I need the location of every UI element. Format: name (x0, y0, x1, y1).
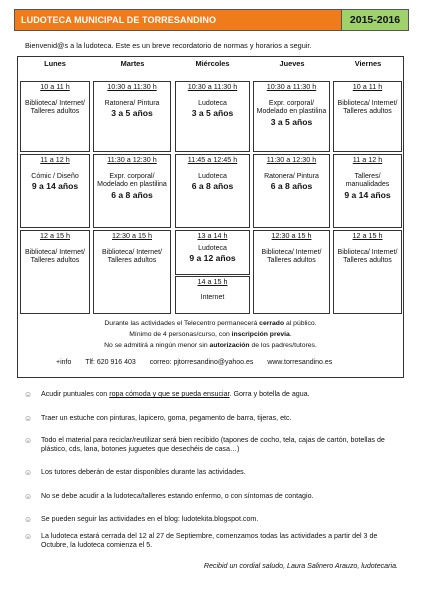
cell-activity: Biblioteca/ Internet/ Talleres adultos (25, 100, 85, 116)
schedule-cell-mon-2 (20, 154, 90, 228)
contact-email: correo: pjtorresandino@yahoo.es (149, 359, 254, 366)
cell-time: 12 a 15 h (352, 231, 383, 240)
cell-time: 14 a 15 h (197, 277, 228, 286)
note-minimum (18, 331, 403, 338)
note-text: No se admitirá a ningún menor sin (104, 342, 210, 349)
cell-time: 10 a 11 h (352, 82, 383, 91)
cell-activity: Expr. corporal/ Modelado en plastilina (97, 173, 167, 189)
schedule-cell-tue-3 (93, 230, 171, 314)
rule-text: Los tutores deberán de estar disponibles durante las actividades. (41, 468, 246, 476)
note-text: Durante las actividades el Telecentro permanecerá (104, 320, 260, 327)
note-text: . (289, 331, 292, 338)
list-item (24, 468, 401, 477)
cell-activity: Ratonera/ Pintura (264, 173, 319, 181)
list-item (24, 492, 401, 501)
cell-time: 11 a 12 h (40, 155, 70, 164)
schedule-cell-mon-3 (20, 230, 90, 314)
cell-activity: Biblioteca/ Internet/ Talleres adultos (261, 249, 322, 265)
schedule-cell-wed-1 (175, 81, 250, 152)
cell-activity: Ludoteca (198, 100, 227, 108)
cell-time: 11:30 a 12:30 h (107, 155, 157, 164)
cell-time: 10:30 a 11:30 h (187, 82, 238, 91)
cell-time: 10 a 11 h (40, 82, 70, 91)
schedule-table (17, 56, 404, 378)
cell-activity: Ratonera/ Pintura (104, 100, 160, 108)
schedule-cell-wed-3a (175, 230, 250, 275)
note-bold: cerrado (259, 320, 285, 327)
cell-time: 13 a 14 h (197, 231, 228, 240)
contact-info-label: +info (56, 359, 72, 366)
rule-text: La ludoteca estará cerrada del 12 al 27 de Septiembre, comenzamos todas las actividades a partir del 3 de Octubre, la ludoteca comienza el 5. (41, 532, 378, 549)
cell-time: 11:30 a 12:30 h (266, 155, 317, 164)
rule-text: Acudir puntuales con (41, 390, 110, 398)
schedule-cell-fri-1 (333, 81, 402, 152)
rule-underlined: ropa cómoda y que se pueda ensuciar (109, 390, 230, 398)
schedule-cell-wed-3b (175, 276, 250, 314)
cell-activity: Biblioteca/ Internet/ Talleres adultos (102, 249, 162, 265)
cell-age: 6 a 8 años (270, 181, 313, 192)
schedule-cell-fri-3 (333, 230, 402, 314)
cell-time: 12 a 15 h (40, 231, 70, 240)
cell-activity: Biblioteca/ Internet/ Talleres adultos (337, 249, 398, 265)
day-header-tuesday: Martes (120, 59, 145, 68)
smiley-icon: ☺ (24, 390, 33, 399)
cell-age: 9 a 14 años (31, 181, 79, 192)
cell-age: 9 a 14 años (344, 189, 391, 200)
note-telecentro (18, 320, 403, 327)
intro-text: Bienvenid@s a la ludoteca. Este es un breve recordatorio de normas y horarios a seguir. (25, 41, 312, 50)
rule-text: Traer un estuche con pinturas, lapicero, goma, pegamento de barra, tijeras, etc. (41, 414, 292, 422)
rule-text: No se debe acudir a la ludoteca/talleres estando enfermo, o con síntomas de contagio. (41, 492, 314, 500)
cell-activity: Biblioteca/ Internet/ Talleres adultos (337, 100, 398, 116)
cell-activity: Biblioteca/ Internet/ Talleres adultos (25, 249, 85, 265)
cell-activity: Internet (200, 294, 225, 302)
day-header-friday: Viernes (354, 59, 382, 68)
cell-age: 3 a 5 años (111, 108, 153, 119)
note-authorization (18, 342, 403, 349)
cell-age: 9 a 12 años (189, 253, 236, 264)
signature: Recibid un cordial saludo, Laura Salinero Arauzo, ludotecaria. (203, 562, 398, 570)
smiley-icon: ☺ (24, 468, 33, 477)
schedule-cell-thu-1 (253, 81, 330, 152)
rule-text: Se pueden seguir las actividades en el blog: ludotekita.blogspot.com. (41, 515, 259, 523)
schedule-cell-mon-1 (20, 81, 90, 152)
cell-time: 10:30 a 11:30 h (266, 82, 317, 91)
smiley-icon: ☺ (24, 492, 33, 501)
cell-time: 11 a 12 h (352, 155, 383, 164)
cell-activity: Ludoteca (198, 173, 227, 181)
contact-phone: Tlf: 620 916 403 (85, 359, 136, 366)
cell-age: 3 a 5 años (191, 108, 234, 119)
smiley-icon: ☺ (24, 515, 33, 524)
schedule-cell-tue-1 (93, 81, 171, 152)
cell-age: 3 a 5 años (270, 116, 313, 127)
schedule-cell-fri-2 (333, 154, 402, 228)
header-year: 2015-2016 (341, 10, 408, 30)
schedule-cell-thu-3 (253, 230, 330, 314)
schedule-cell-tue-2 (93, 154, 171, 228)
day-header-wednesday: Miércoles (195, 59, 230, 68)
contact-line (56, 359, 344, 366)
day-header-monday: Lunes (44, 59, 66, 68)
note-text: Mínimo de 4 personas/curso, con (129, 331, 232, 338)
cell-time: 12:30 a 15 h (112, 231, 152, 240)
note-text: al público. (284, 320, 317, 327)
cell-time: 11:45 a 12:45 h (187, 155, 238, 164)
list-item (24, 414, 401, 423)
day-header-thursday: Jueves (279, 59, 305, 68)
page-header (14, 9, 409, 31)
note-bold: inscripción previa (231, 331, 290, 338)
schedule-cell-thu-2 (253, 154, 330, 228)
list-item (24, 436, 401, 454)
cell-activity: Expr. corporal/ Modelado en plastilina (256, 100, 327, 116)
day-header-row (18, 57, 403, 70)
smiley-icon: ☺ (24, 532, 33, 541)
cell-time: 12:30 a 15 h (271, 231, 312, 240)
schedule-cell-wed-2 (175, 154, 250, 228)
cell-time: 10:30 a 11:30 h (107, 82, 157, 91)
cell-activity: Talleres/ manualidades (345, 173, 390, 189)
rule-text: . Gorra y botella de agua. (229, 390, 310, 398)
cell-activity: Cómic / Diseño (31, 173, 79, 181)
contact-web: www.torresandino.es (267, 359, 333, 366)
cell-age: 6 a 8 años (191, 181, 234, 192)
list-item (24, 515, 401, 524)
smiley-icon: ☺ (24, 414, 33, 423)
list-item (24, 532, 401, 550)
note-text: de los padres/tutores. (249, 342, 317, 349)
smiley-icon: ☺ (24, 436, 33, 445)
list-item (24, 390, 401, 399)
header-title: LUDOTECA MUNICIPAL DE TORRESANDINO (15, 10, 341, 30)
cell-activity: Ludoteca (198, 245, 227, 253)
cell-age: 6 a 8 años (111, 189, 153, 200)
note-bold: autorización (209, 342, 250, 349)
rule-text: Todo el material para reciclar/reutilizar será bien recibido (tapones de cocho, tela, cajas de cartón, botellas de plástico, cds, lana, botones juguetes que desechéis de casa…) (41, 436, 385, 453)
